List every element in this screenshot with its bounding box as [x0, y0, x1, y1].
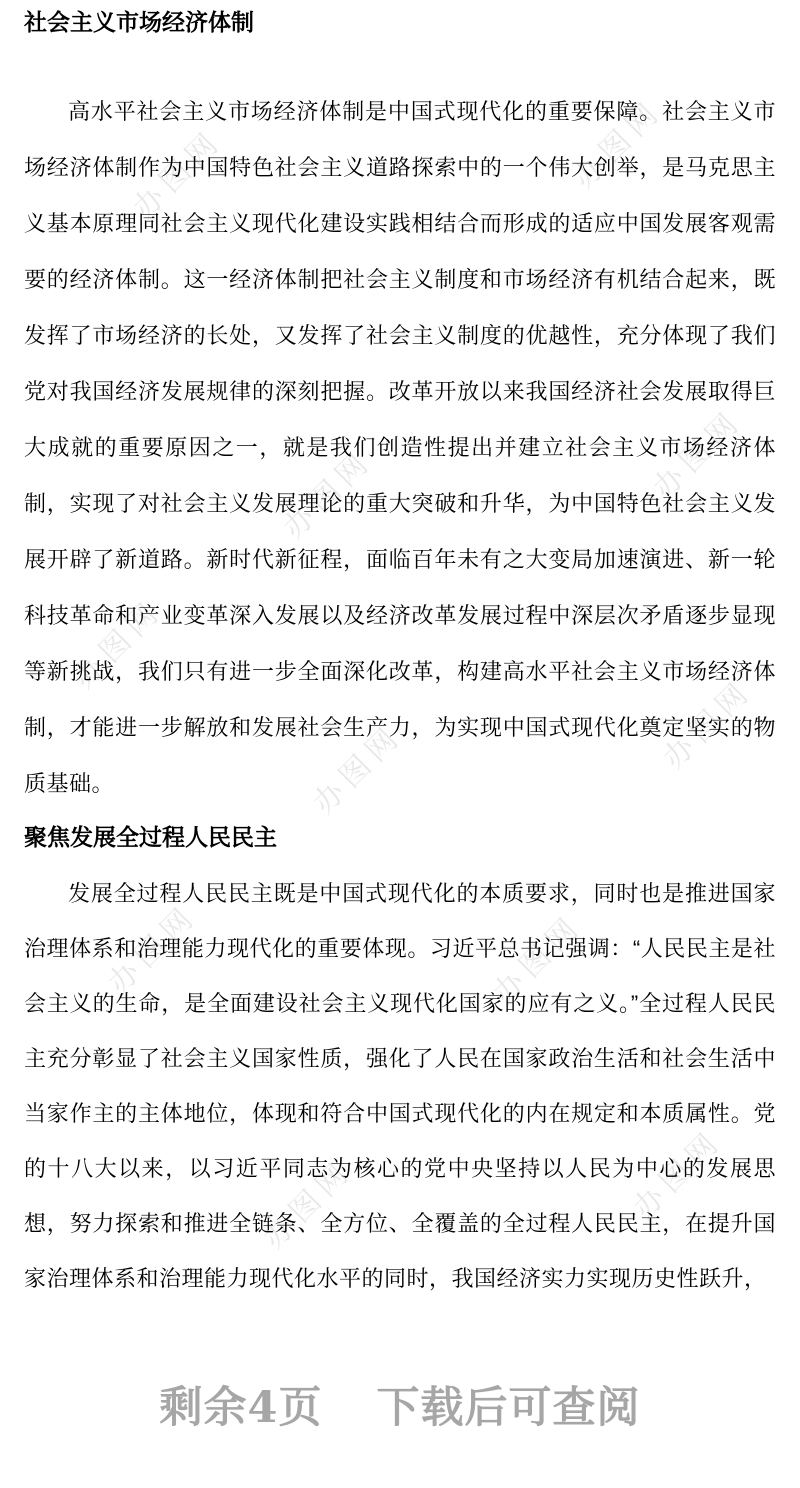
watermark-text: 办图网	[257, 1153, 359, 1256]
watermark-text: 办图网	[647, 403, 749, 506]
watermark-text: 办图网	[277, 443, 379, 546]
paragraph-peoples-democracy: 发展全过程人民民主既是中国式现代化的本质要求，同时也是推进国家治理体系和治理能力现代化的重要体现。习近平总书记强调：“人民民主是社会主义的生命，是全面建设社会主义现代化国家的应有之义。”全过程人民民主充分彰显了社会主义国家性质，强化了人民在国家政治生活和社会生活中当家作主的主体地位，体现和符合中国式现代化的内在规定和本质属性。党的十八大以来，以习近平同志为核心的党中央坚持以人民为中心的发展思想，努力探索和推进全链条、全方位、全覆盖的全过程人民民主，在提升国家治理体系和治理能力现代化水平的同时，我国经济实力实现历史性跃升，	[24, 881, 776, 1291]
pages-remaining-label: 剩余4页	[159, 1383, 323, 1433]
section-heading-peoples-democracy: 聚焦发展全过程人民民主	[24, 824, 277, 850]
document-content	[0, 8, 800, 1433]
download-hint-label: 下载后可查阅	[376, 1383, 641, 1433]
watermark-text: 办图网	[487, 908, 589, 1011]
preview-footer	[24, 1384, 776, 1433]
watermark-text: 办图网	[567, 93, 669, 196]
section-heading-market-economy: 社会主义市场经济体制	[24, 9, 254, 35]
watermark-text: 办图网	[67, 593, 169, 696]
watermark-text: 办图网	[102, 898, 204, 1001]
watermark-text: 办图网	[657, 673, 759, 776]
watermark-text: 办图网	[627, 1123, 729, 1226]
watermark-text: 办图网	[127, 123, 229, 226]
watermark-text: 办图网	[307, 718, 409, 821]
paragraph-market-economy: 高水平社会主义市场经济体制是中国式现代化的重要保障。社会主义市场经济体制作为中国特色社会主义道路探索中的一个伟大创举，是马克思主义基本原理同社会主义现代化建设实践相结合而形成的适应中国发展客观需要的经济体制。这一经济体制把社会主义制度和市场经济有机结合起来，既发挥了市场经济的长处，又发挥了社会主义制度的优越性，充分体现了我们党对我国经济发展规律的深刻把握。改革开放以来我国经济社会发展取得巨大成就的重要原因之一，就是我们创造性提出并建立社会主义市场经济体制，实现了对社会主义发展理论的重大突破和升华，为中国特色社会主义发展开辟了新道路。新时代新征程，面临百年未有之大变局加速演进、新一轮科技革命和产业变革深入发展以及经济改革发展过程中深层次矛盾逐步显现等新挑战，我们只有进一步全面深化改革，构建高水平社会主义市场经济体制，才能进一步解放和发展社会生产力，为实现中国式现代化奠定坚实的物质基础。	[24, 99, 776, 796]
